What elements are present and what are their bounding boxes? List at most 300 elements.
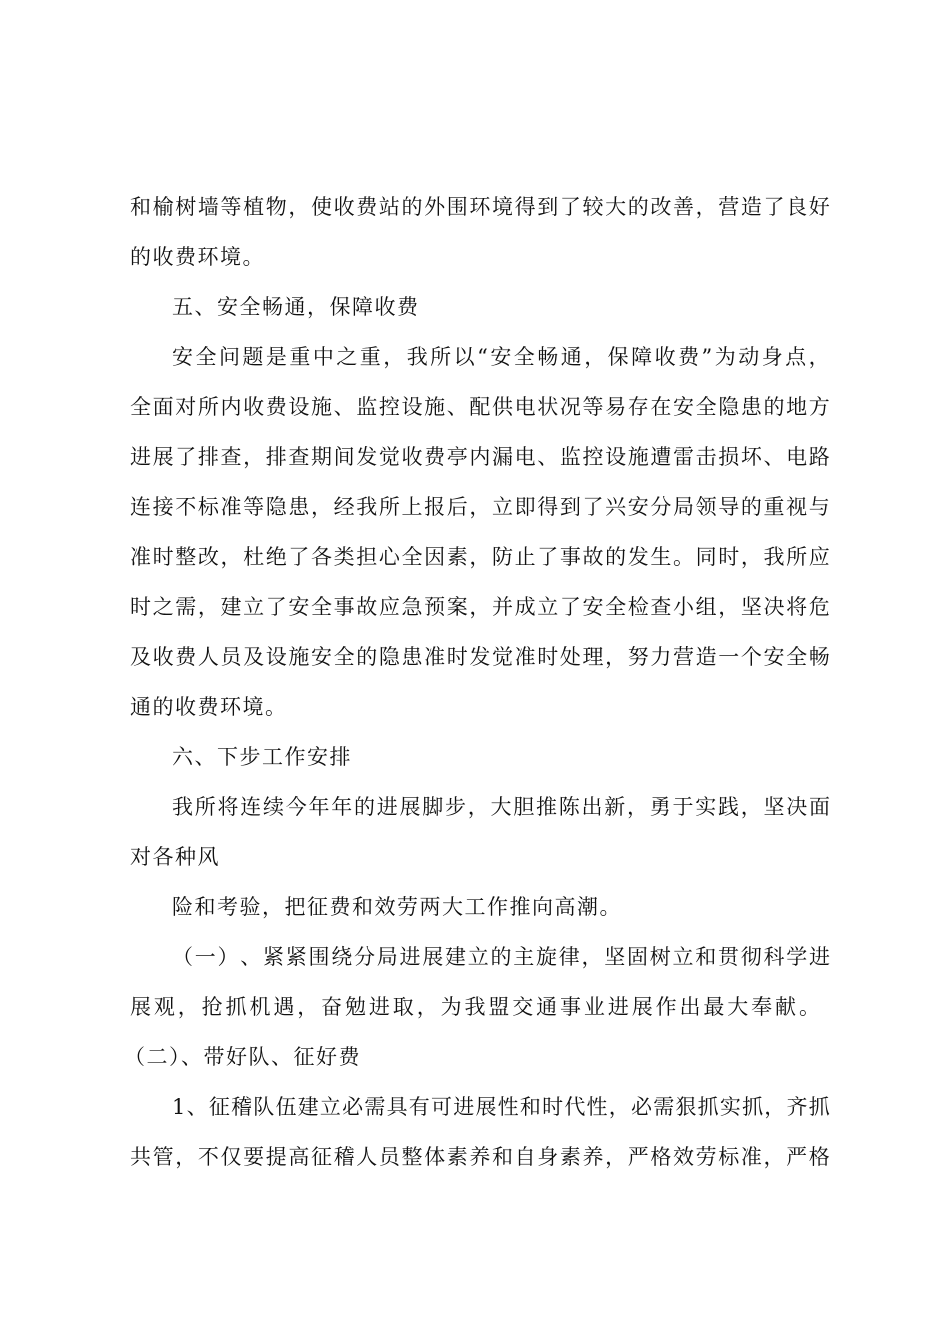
char: 觉 [492, 645, 513, 669]
char: 胆 [513, 795, 535, 819]
char: ， [383, 345, 405, 369]
char: 要 [243, 1145, 265, 1169]
char: ” [701, 345, 713, 369]
char: 树 [175, 195, 197, 219]
char: 征 [311, 1145, 332, 1169]
char: 陈 [558, 795, 580, 819]
char: 取 [392, 995, 414, 1019]
char: 通 [560, 345, 582, 369]
char: 设 [401, 395, 423, 419]
char: 1 [172, 1095, 186, 1119]
char: 进 [130, 445, 151, 469]
char: 素 [446, 545, 468, 569]
char: 新 [604, 795, 626, 819]
char: 将 [217, 795, 239, 819]
char: 盟 [488, 995, 510, 1019]
char: 兴 [605, 495, 627, 519]
char: 伍 [275, 1095, 297, 1119]
char: 事 [559, 545, 581, 569]
char: 人 [356, 1145, 378, 1169]
char: 施 [311, 395, 332, 419]
char: 况 [559, 395, 581, 419]
char: 大 [490, 795, 512, 819]
char: ， [177, 995, 199, 1019]
char: 整 [401, 1145, 423, 1169]
char: 必 [342, 1095, 364, 1119]
char: 排 [265, 445, 287, 469]
char: 科 [763, 945, 785, 969]
char: 得 [537, 495, 559, 519]
char: 展 [422, 945, 444, 969]
text-line [130, 437, 830, 477]
char: 导 [718, 495, 740, 519]
char: 通 [536, 995, 558, 1019]
char: 了 [559, 595, 581, 619]
char: 墙 [197, 195, 219, 219]
char: 站 [378, 195, 400, 219]
char: 机 [249, 995, 271, 1019]
char: 发 [627, 545, 649, 569]
char: 漏 [492, 445, 513, 469]
char: 经 [333, 495, 355, 519]
char: 患 [740, 395, 762, 419]
char: 展 [399, 795, 421, 819]
char: ， [416, 995, 438, 1019]
char: 全 [695, 395, 717, 419]
char: 人 [197, 645, 219, 669]
char: 绕 [331, 945, 353, 969]
char: 抓 [808, 1095, 830, 1119]
char: 准 [220, 495, 242, 519]
char: 力 [650, 645, 672, 669]
char: 内 [469, 445, 491, 469]
char: 准 [130, 545, 151, 569]
char: 改 [650, 195, 672, 219]
char: 全 [513, 345, 535, 369]
char: 全 [195, 345, 217, 369]
char: 身 [761, 345, 783, 369]
char: 步 [445, 795, 466, 819]
char: 管 [152, 1145, 174, 1169]
char: ， [695, 195, 717, 219]
char: 安 [288, 595, 310, 619]
text-line: 的收费环境。 [130, 245, 265, 269]
char: 严 [786, 1145, 808, 1169]
char: 建 [220, 595, 242, 619]
char: 齐 [786, 1095, 808, 1119]
char: 续 [263, 795, 284, 819]
char: 状 [537, 395, 559, 419]
char: 监 [559, 445, 581, 469]
char: 展 [475, 1095, 497, 1119]
char: ， [740, 545, 762, 569]
char: 遭 [650, 445, 672, 469]
char: 和 [519, 1095, 541, 1119]
char: 业 [583, 995, 605, 1019]
char: 查 [288, 445, 310, 469]
char: 素 [559, 1145, 581, 1169]
char: 性 [497, 1095, 519, 1119]
char: 发 [469, 645, 491, 669]
char: ， [763, 1145, 785, 1169]
text-line [130, 187, 830, 227]
char: 面 [152, 395, 174, 419]
char: 观 [153, 995, 175, 1019]
char: 格 [650, 1145, 672, 1169]
char: 抢 [201, 995, 223, 1019]
char: 营 [673, 645, 694, 669]
char: 稽 [333, 1145, 355, 1169]
char: 素 [446, 1145, 468, 1169]
text-line [130, 487, 830, 527]
char: 时 [718, 545, 740, 569]
char: 类 [333, 545, 355, 569]
char: 和 [695, 945, 717, 969]
char: 动 [738, 345, 760, 369]
char: 劳 [695, 1145, 717, 1169]
char: 准 [514, 645, 536, 669]
char: 与 [808, 495, 830, 519]
char: 我 [464, 995, 486, 1019]
char: 全 [333, 645, 355, 669]
char: ， [220, 545, 242, 569]
char: 勇 [649, 795, 671, 819]
char: 、 [240, 945, 262, 969]
char: 体 [424, 1145, 446, 1169]
char: ， [605, 1145, 627, 1169]
char: 个 [740, 645, 762, 669]
char: 收 [152, 645, 174, 669]
char: 安 [763, 645, 785, 669]
char: 监 [356, 395, 378, 419]
char: 交 [512, 995, 534, 1019]
char: 因 [424, 545, 446, 569]
char: 配 [469, 395, 491, 419]
char: 紧 [263, 945, 284, 969]
char: ， [288, 195, 310, 219]
char: 内 [220, 395, 242, 419]
char: 较 [582, 195, 604, 219]
char: 即 [514, 495, 536, 519]
char: 的 [605, 545, 627, 569]
char: 决 [786, 795, 808, 819]
char: 实 [719, 1095, 741, 1119]
char: 易 [605, 395, 627, 419]
char: 共 [130, 1145, 151, 1169]
char: 仅 [220, 1145, 242, 1169]
char: 局 [376, 945, 398, 969]
char: 检 [627, 595, 649, 619]
char: 之 [336, 345, 358, 369]
char: ， [197, 595, 219, 619]
char: 隐 [265, 495, 287, 519]
char: ， [469, 495, 491, 519]
char: 担 [356, 545, 378, 569]
char: 榆 [152, 195, 174, 219]
char: 应 [378, 595, 400, 619]
char: 成 [514, 595, 536, 619]
char: 急 [401, 595, 423, 619]
char: 员 [378, 1145, 400, 1169]
char: 等 [243, 495, 265, 519]
text-line [172, 787, 830, 827]
char: 进 [376, 795, 398, 819]
char: 稽 [231, 1095, 253, 1119]
char: 作 [655, 995, 677, 1019]
char: 围 [308, 945, 330, 969]
char: 控 [378, 395, 400, 419]
char: 坚 [740, 595, 762, 619]
char: 故 [356, 595, 378, 619]
char: 环 [469, 195, 491, 219]
char: 、 [537, 445, 559, 469]
char: 需 [364, 1095, 386, 1119]
char: 需 [653, 1095, 675, 1119]
text-line: 险和考验，把征费和效劳两大工作推向高潮。 [172, 895, 622, 919]
char: 了 [288, 545, 310, 569]
char: 我 [406, 345, 428, 369]
char: 的 [763, 395, 785, 419]
char: 排 [197, 445, 219, 469]
char: 电 [514, 395, 536, 419]
char: 彻 [740, 945, 762, 969]
char: 进 [607, 995, 629, 1019]
section-heading: 五、安全畅通，保障收费 [172, 295, 420, 319]
char: 具 [386, 1095, 408, 1119]
char: 善 [673, 195, 694, 219]
char: 组 [695, 595, 717, 619]
char: 费 [175, 645, 197, 669]
text-line: 对各种风 [130, 845, 220, 869]
char: 一 [194, 945, 216, 969]
char: 将 [786, 595, 808, 619]
text-line [172, 1087, 830, 1127]
char: 收 [243, 395, 265, 419]
char: 改 [197, 545, 219, 569]
char: 建 [445, 945, 466, 969]
section-heading: 六、下步工作安排 [172, 745, 352, 769]
char: 良 [786, 195, 808, 219]
char: 控 [582, 445, 604, 469]
char: 展 [152, 445, 174, 469]
char: 安 [627, 495, 649, 519]
char: 到 [559, 495, 581, 519]
char: 的 [740, 495, 762, 519]
char: 了 [559, 195, 581, 219]
char: 立 [492, 495, 513, 519]
char: 进 [453, 1095, 475, 1119]
char: 年 [331, 795, 353, 819]
char: 推 [536, 795, 557, 819]
char: 、 [763, 445, 785, 469]
char: 出 [581, 795, 603, 819]
char: 外 [424, 195, 446, 219]
char: 安 [172, 345, 193, 369]
char: 贯 [718, 945, 739, 969]
char: 我 [356, 495, 378, 519]
char: 全 [130, 395, 151, 419]
char: 奉 [751, 995, 773, 1019]
char: 勉 [345, 995, 367, 1019]
char: 题 [242, 345, 264, 369]
char: 重 [763, 495, 785, 519]
char: 立 [537, 595, 559, 619]
char: 围 [446, 195, 468, 219]
char: 案 [446, 595, 468, 619]
char: 隐 [378, 645, 400, 669]
char: 绝 [265, 545, 287, 569]
char: 了 [265, 595, 287, 619]
char: ， [469, 595, 491, 619]
char: 亭 [446, 445, 468, 469]
char: 践 [718, 795, 739, 819]
char: 所 [194, 795, 216, 819]
char: 的 [490, 945, 512, 969]
char: 时 [537, 645, 559, 669]
char: 、 [446, 395, 468, 419]
char: 是 [265, 345, 287, 369]
char: 时 [542, 1095, 564, 1119]
char: 标 [718, 1145, 740, 1169]
char: 展 [130, 995, 151, 1019]
char: ） [217, 945, 239, 969]
char: 存 [627, 395, 649, 419]
char: 畅 [808, 645, 830, 669]
char: 植 [243, 195, 265, 219]
char: 障 [631, 345, 653, 369]
char: 安 [490, 345, 512, 369]
char: 高 [288, 1145, 310, 1169]
char: ， [243, 445, 265, 469]
char: 格 [808, 1145, 830, 1169]
char: 间 [333, 445, 355, 469]
char: 狠 [675, 1095, 697, 1119]
char: “ [477, 345, 488, 369]
char: 抓 [225, 995, 247, 1019]
char: 全 [786, 645, 808, 669]
char: 造 [695, 645, 717, 669]
text-line [130, 637, 830, 677]
char: 设 [265, 645, 287, 669]
char: 需 [175, 595, 197, 619]
char: 安 [311, 645, 332, 669]
char: 时 [130, 595, 151, 619]
char: 大 [727, 995, 749, 1019]
char: 分 [650, 495, 672, 519]
char: 必 [630, 1095, 652, 1119]
char: 有 [408, 1095, 430, 1119]
char: 为 [714, 345, 736, 369]
char: 准 [424, 645, 446, 669]
char: 分 [354, 945, 375, 969]
char: ， [740, 795, 762, 819]
text-line [130, 987, 820, 1027]
char: 抓 [742, 1095, 764, 1119]
section-heading: （二）、带好队、征好费 [124, 1045, 361, 1069]
char: 效 [673, 1145, 694, 1169]
char: 收 [654, 345, 676, 369]
char: 营 [718, 195, 740, 219]
char: 造 [740, 195, 762, 219]
char: 接 [152, 495, 174, 519]
char: 努 [627, 645, 649, 669]
char: 旋 [536, 945, 557, 969]
char: 时 [446, 645, 468, 669]
char: 进 [809, 945, 830, 969]
char: 我 [172, 795, 193, 819]
char: 隐 [718, 395, 740, 419]
char: 地 [786, 395, 808, 419]
char: 上 [401, 495, 423, 519]
char: 连 [130, 495, 151, 519]
char: 紧 [285, 945, 307, 969]
char: 预 [424, 595, 446, 619]
char: 物 [265, 195, 287, 219]
char: ， [584, 345, 606, 369]
char: 安 [582, 595, 604, 619]
char: 员 [220, 645, 242, 669]
char: 等 [220, 195, 242, 219]
char: 进 [399, 945, 421, 969]
char: 应 [808, 545, 830, 569]
text-line [172, 337, 830, 377]
char: 律 [558, 945, 580, 969]
text-line [130, 1137, 830, 1177]
text-line: 通的收费环境。 [130, 695, 288, 719]
char: 杜 [243, 545, 265, 569]
char: 固 [627, 945, 648, 969]
char: 实 [695, 795, 717, 819]
char: 并 [492, 595, 513, 619]
char: 的 [627, 195, 649, 219]
char: 处 [559, 645, 581, 669]
char: 好 [808, 195, 830, 219]
char: 中 [312, 345, 334, 369]
char: 故 [582, 545, 604, 569]
char: 境 [492, 195, 513, 219]
char: 的 [356, 645, 378, 669]
char: 心 [378, 545, 400, 569]
char: 坏 [740, 445, 762, 469]
char: 等 [582, 395, 604, 419]
char: ， [608, 1095, 630, 1119]
char: 危 [808, 595, 830, 619]
char: 主 [513, 945, 535, 969]
char: ， [605, 645, 627, 669]
char: 雷 [673, 445, 694, 469]
char: 路 [808, 445, 830, 469]
char: 重 [359, 345, 381, 369]
char: ， [764, 1095, 786, 1119]
char: 一 [718, 645, 740, 669]
char: 同 [695, 545, 717, 569]
char: 领 [695, 495, 717, 519]
char: 建 [297, 1095, 319, 1119]
char: 击 [695, 445, 717, 469]
char: ， [469, 545, 491, 569]
char: 各 [311, 545, 332, 569]
char: 到 [537, 195, 559, 219]
char: 费 [424, 445, 446, 469]
char: 代 [564, 1095, 586, 1119]
char: 养 [469, 1145, 491, 1169]
char: 面 [809, 795, 830, 819]
char: 局 [673, 495, 694, 519]
char: 时 [152, 545, 174, 569]
char: 患 [288, 495, 310, 519]
char: 大 [605, 195, 627, 219]
char: 觉 [378, 445, 400, 469]
